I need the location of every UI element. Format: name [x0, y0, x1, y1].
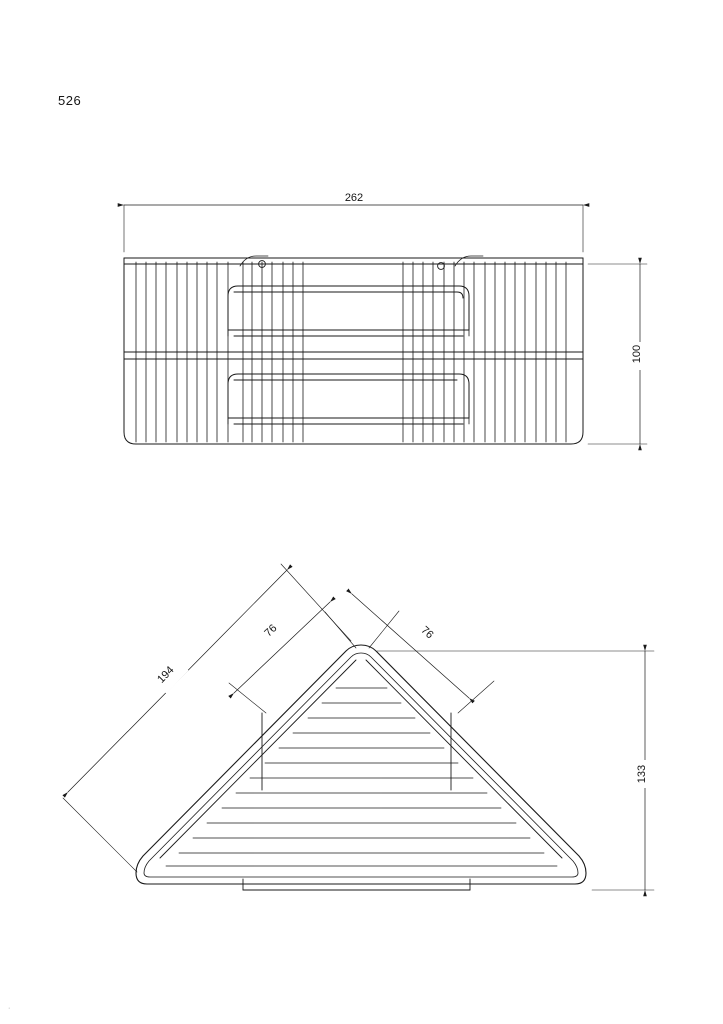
- dimension-plan-side-left: 76: [262, 622, 280, 640]
- part-code-label: 526: [58, 93, 82, 108]
- plan-view: [63, 564, 654, 890]
- dimension-front-height: 100: [631, 344, 643, 364]
- dimension-front-width: 262: [344, 192, 364, 204]
- front-elevation-view: [124, 205, 647, 444]
- dimension-plan-side-right: 76: [418, 624, 436, 642]
- dimension-plan-hypotenuse: 194: [155, 664, 177, 686]
- dimension-plan-depth: 133: [636, 764, 648, 784]
- corner-registration-mark: ·: [8, 1005, 11, 1012]
